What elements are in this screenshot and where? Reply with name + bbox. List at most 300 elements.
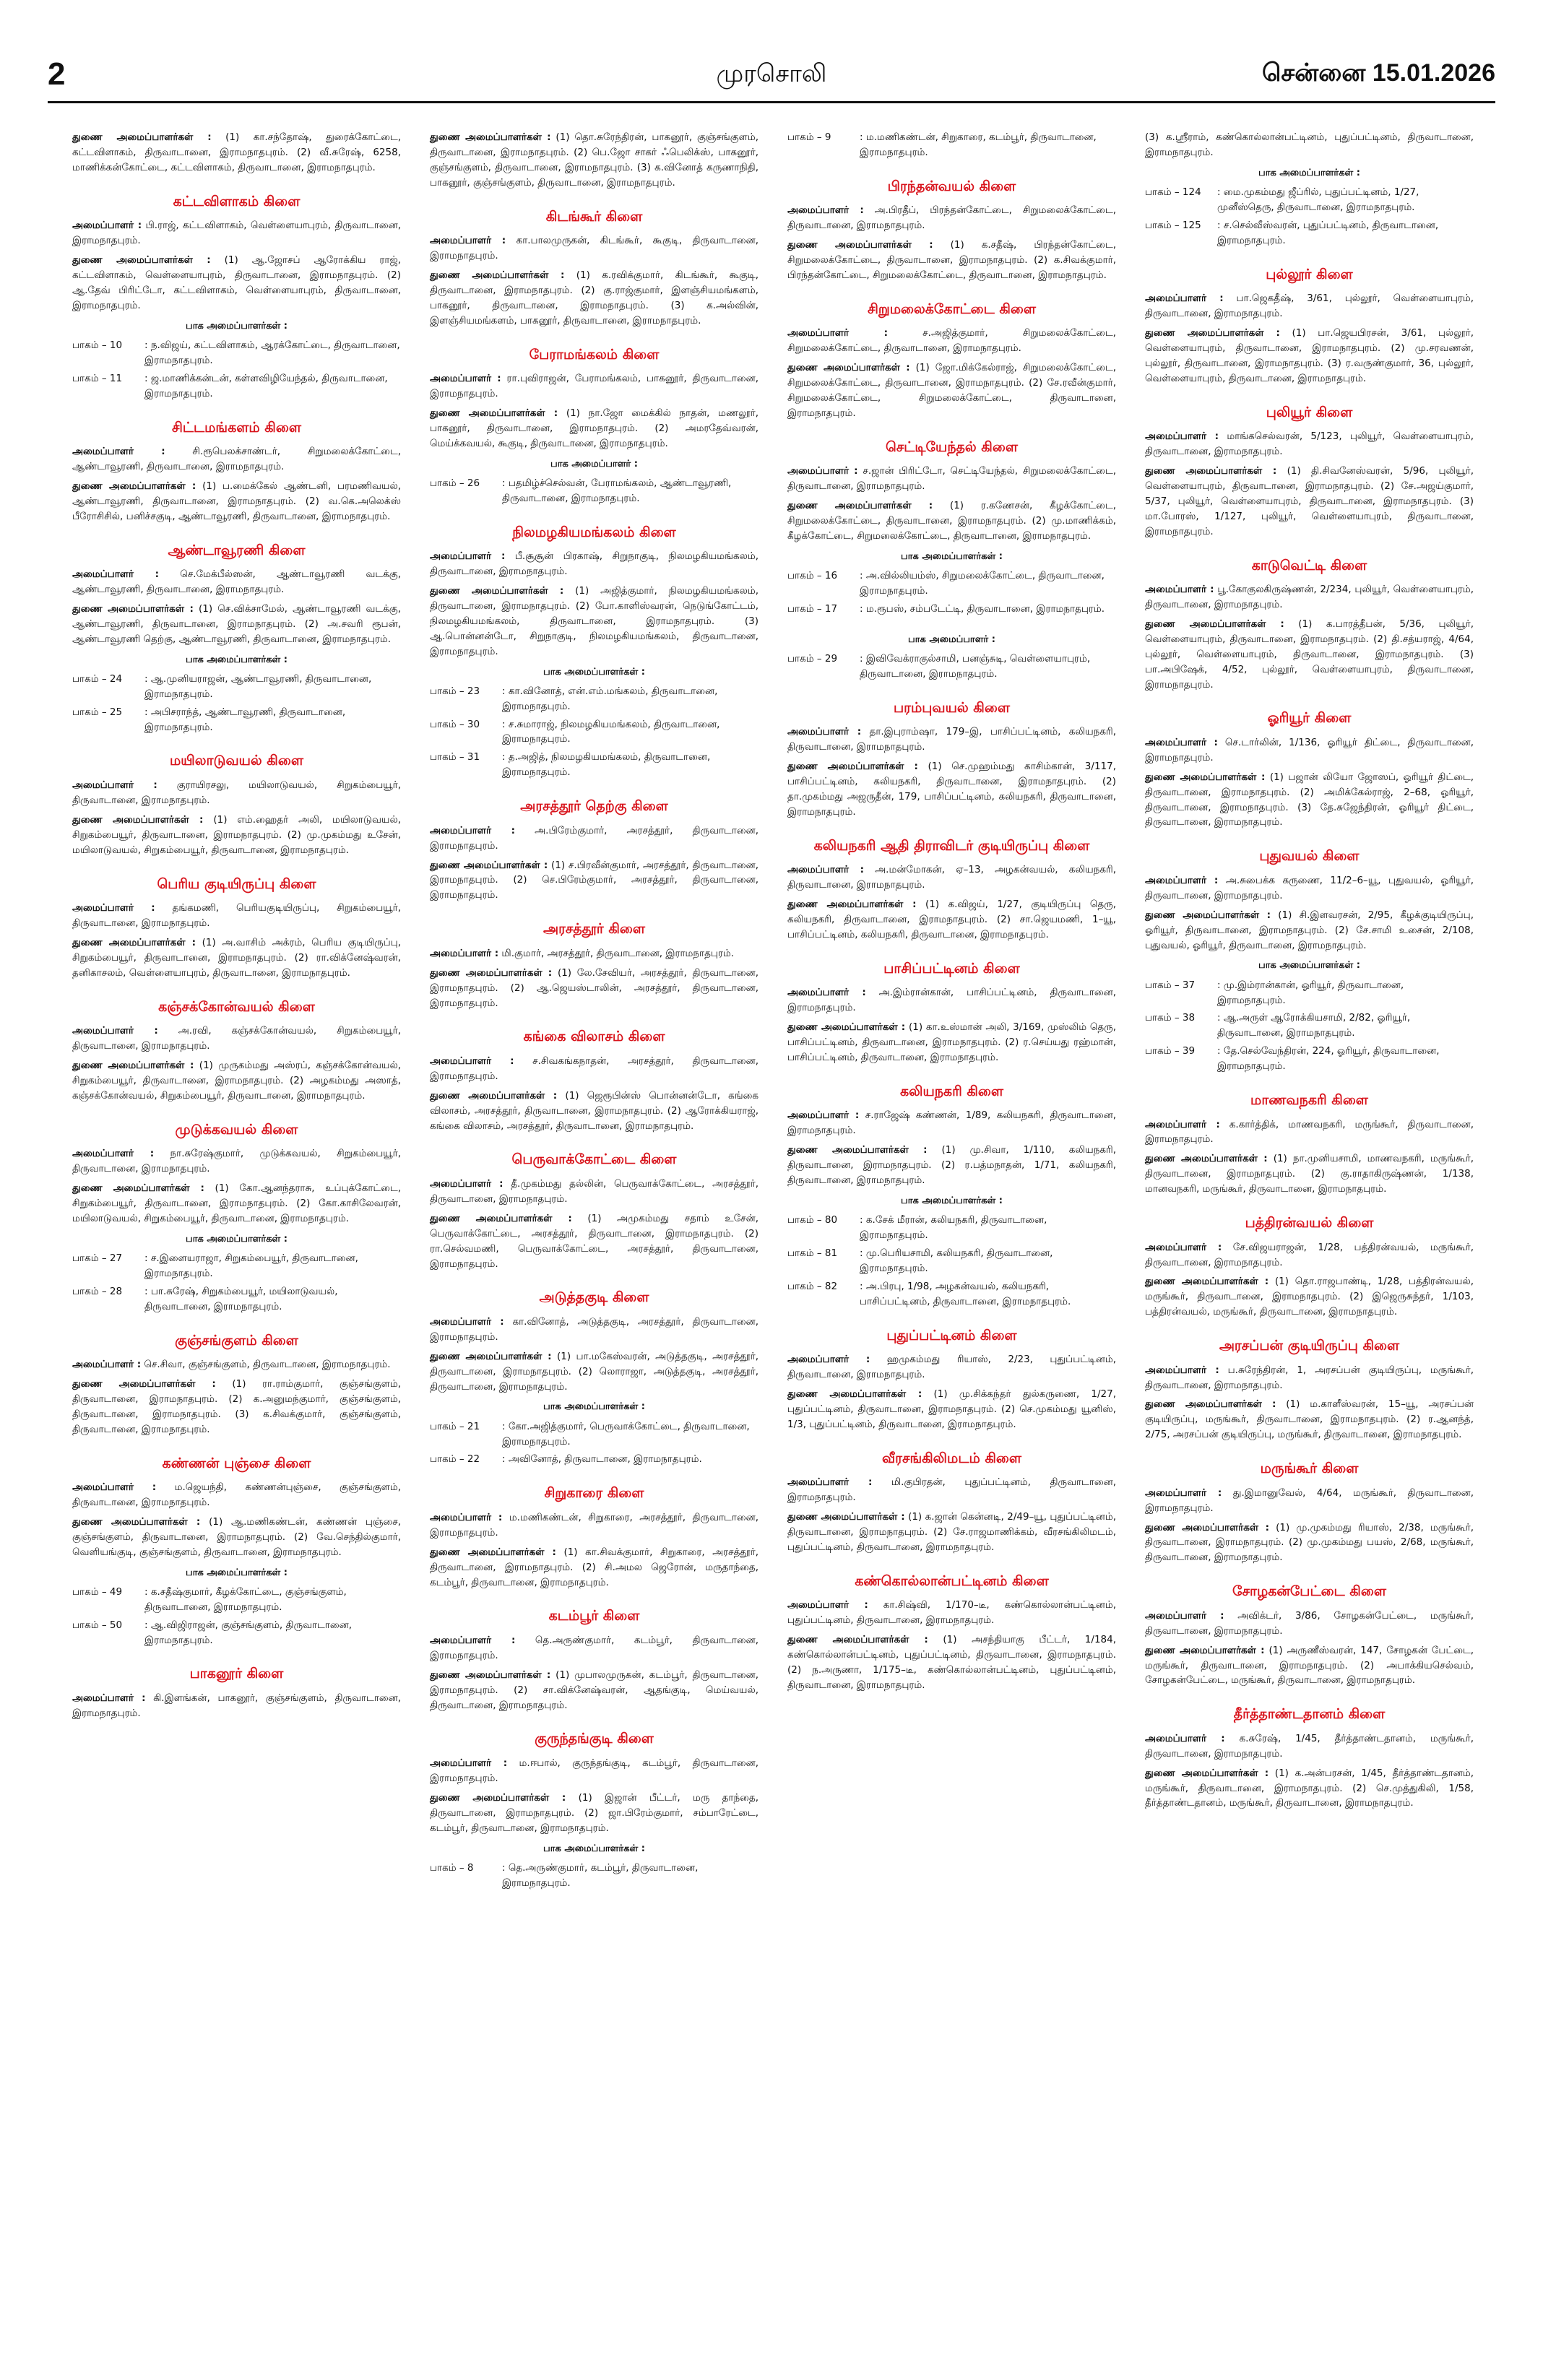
office-bearer-entry bbox=[430, 823, 758, 854]
role-names: து.இமானுவேல், 4/64, மருங்கூர், திருவாடானை, இராமநாதபுரம். bbox=[1145, 1487, 1474, 1514]
role-names: (1) நா.முனியசாமி, மாணவநகரி, மருங்கூர், திருவாடானை, இராமநாதபுரம். (2) கு.ராதாகிருஷ்ணன், 1/138, மானவநகரி, மருங்கூர், திருவாடானை, இராமநாதபுரம். bbox=[1145, 1153, 1474, 1195]
role-label: துணை அமைப்பாளர்கள் : bbox=[72, 480, 196, 492]
branch-section bbox=[72, 1330, 401, 1437]
role-names: (1) க.அன்பரசன், 1/45, தீர்த்தாண்டதானம், மருங்கூர், திருவாடானை, இராமநாதபுரம். (2) செ.முத்துகிலி, 1/58, தீர்த்தாண்டதானம், மருங்கூர், திருவாடானை, இராமநாதபுரம். bbox=[1145, 1767, 1474, 1809]
booth-row bbox=[787, 652, 1116, 682]
office-bearer-entry bbox=[1145, 1397, 1474, 1442]
role-names: (1) செ.விக்சாமேல், ஆண்டாவூரணி வடக்கு, ஆண்டாவூரணி, திருவாடானை, இராமநாதபுரம். (2) அ.சவரி ரூபன், ஆண்டாவூரணி தெற்கு, ஆண்டாவூரணி, திருவாடானை, இராமநாதபுரம். bbox=[72, 602, 402, 645]
role-label: அமைப்பாளர் : bbox=[430, 1757, 508, 1769]
role-label: அமைப்பாளர் : bbox=[72, 1358, 142, 1370]
office-bearer-entry bbox=[72, 1058, 401, 1104]
booth-number: பாகம் – 29 bbox=[787, 652, 838, 665]
branch-section bbox=[430, 130, 758, 191]
booth-agent: : ம.ரூபஸ், சம்படேட்டி, திருவாடானை, இராமநாதபுரம். bbox=[860, 602, 1105, 615]
office-bearer-entry bbox=[787, 759, 1116, 820]
office-bearer-entry bbox=[430, 1791, 758, 1836]
office-bearer-entry bbox=[430, 1633, 758, 1663]
role-names: தா.இபுராம்ஷா, 179–இ, பாசிப்பட்டினம், கலியநகரி, திருவாடானை, இராமநாதபுரம். bbox=[787, 726, 1116, 753]
role-label: அமைப்பாளர் : bbox=[430, 1634, 516, 1646]
office-bearer-entry bbox=[430, 268, 758, 329]
article-columns bbox=[72, 130, 1481, 1907]
office-bearer-entry bbox=[430, 1510, 758, 1541]
branch-title: பத்திரன்வயல் கிளை bbox=[1245, 1215, 1374, 1232]
role-label: அமைப்பாளர் : bbox=[430, 1177, 503, 1190]
booth-agent: : அபிசராந்த், ஆண்டாவூரணி, திருவாடானை, இராமநாதபுரம். bbox=[144, 706, 346, 733]
branch-section bbox=[1145, 130, 1474, 248]
branch-title: மாணவநகரி கிளை bbox=[1250, 1092, 1368, 1109]
office-bearer-entry bbox=[1145, 1643, 1474, 1689]
booth-row bbox=[1145, 218, 1474, 248]
office-bearer-entry bbox=[787, 985, 1116, 1016]
branch-title: வீரசங்கிலிமடம் கிளை bbox=[881, 1450, 1022, 1466]
office-bearer-entry bbox=[1145, 1117, 1474, 1148]
office-bearer-entry bbox=[72, 813, 401, 858]
booth-heading: பாக அமைப்பாளர்கள் : bbox=[1258, 167, 1360, 178]
role-names: (1) மு.சிக்கந்தர் துல்கருணை, 1/27, புதுப்பட்டினம், திருவாடானை, இராமநாதபுரம். (2) செ.முகம்மது யூனிஸ், 1/3, புதுப்பட்டினம், திருவாடானை, இராமநாதபுரம். bbox=[787, 1388, 1117, 1430]
booth-row bbox=[430, 1419, 758, 1450]
branch-section bbox=[430, 345, 758, 506]
role-label: துணை அமைப்பாளர்கள் : bbox=[787, 1633, 928, 1645]
role-names: பீ.சூசூன் பிரகாஷ், சிறுநாகுடி, நிலமழகியமங்கலம், திருவாடானை, இராமநாதபுரம். bbox=[430, 550, 758, 578]
role-names: ப.சுரேந்திரன், 1, அரசப்பன் குடியிருப்பு, மருங்கூர், திருவாடானை, இராமநாதபுரம். bbox=[1145, 1364, 1474, 1391]
booth-row bbox=[72, 672, 401, 702]
edition-date: சென்னை 15.01.2026 bbox=[1261, 59, 1495, 87]
branch-section bbox=[430, 207, 758, 329]
branch-title: கட்டவிளாகம் கிளை bbox=[173, 193, 301, 209]
branch-section bbox=[430, 796, 758, 903]
booth-number: பாகம் – 50 bbox=[72, 1619, 123, 1631]
role-names: செ.டார்லின், 1/136, ஓரியூர் திட்டை, திருவாடானை, இராமநாதபுரம். bbox=[1145, 736, 1474, 763]
role-label: அமைப்பாளர் : bbox=[787, 1476, 873, 1489]
branch-title: புல்லூர் கிளை bbox=[1266, 266, 1353, 282]
branch-section bbox=[430, 1026, 758, 1133]
booth-row bbox=[430, 684, 758, 714]
branch-section bbox=[787, 633, 1116, 682]
branch-title: மயிலாடுவயல் கிளை bbox=[170, 753, 303, 769]
newspaper-name: முரசொலி bbox=[716, 59, 827, 88]
booth-heading: பாக அமைப்பாளர்கள் : bbox=[543, 1843, 645, 1854]
booth-agent: : ஆ.அருள் ஆரோக்கியசாமி, 2/82, ஓரியூர், திருவாடானை, இராமநாதபுரம். bbox=[1217, 1012, 1411, 1039]
office-bearer-entry bbox=[72, 935, 401, 981]
office-bearer-entry bbox=[430, 1211, 758, 1272]
office-bearer-entry bbox=[72, 1691, 401, 1721]
branch-title: கண்ணன் புஞ்சை கிளை bbox=[162, 1455, 311, 1471]
office-bearer-entry bbox=[1145, 1363, 1474, 1393]
branch-section bbox=[1145, 1213, 1474, 1320]
office-bearer-entry bbox=[787, 1352, 1116, 1382]
office-bearer-entry bbox=[72, 253, 401, 313]
branch-title: செட்டியேந்தல் கிளை bbox=[886, 438, 1018, 455]
booth-heading: பாக அமைப்பாளர்கள் : bbox=[186, 1567, 288, 1578]
booth-agent: : ந.விஜய், கட்டவிளாகம், ஆரக்கோட்டை, திருவாடானை, இராமநாதபுரம். bbox=[144, 339, 400, 366]
role-names: (1) க.விஜய், 1/27, குடியிருப்பு தெரு, கலியநகரி, திருவாடானை, இராமநாதபுரம். (2) சா.ஜெயமணி, 1–யூ, பாசிப்பட்டினம், கலியநகரி, திருவாடானை, இராமநாதபுரம். bbox=[787, 899, 1116, 940]
booth-heading: பாக அமைப்பாளர்கள் : bbox=[186, 1233, 288, 1245]
office-bearer-entry bbox=[430, 371, 758, 402]
branch-section bbox=[430, 1728, 758, 1890]
office-bearer-entry bbox=[787, 724, 1116, 755]
role-label: அமைப்பாளர் : bbox=[72, 446, 165, 457]
booth-agent: : மை.முகம்மது ஜீப்ரில், புதுப்பட்டினம், 1/27, முனீஸ்தெரு, திருவாடானை, இராமநாதபுரம். bbox=[1217, 186, 1419, 213]
office-bearer-entry bbox=[72, 130, 401, 176]
role-names: (1) கா.சிவக்குமார், சிறுகாரை, அரசத்தூர், திருவாடானை, இராமநாதபுரம். (2) சி.அமல ஜெரோன், மருதாந்தை, கடம்பூர், திருவாடானை, இராமநாதபுரம். bbox=[430, 1546, 758, 1588]
role-label: துணை அமைப்பாளர்கள் : bbox=[72, 1377, 216, 1390]
office-bearer-entry bbox=[72, 602, 401, 647]
role-names: ஹமுகம்மது ரியாஸ், 2/23, புதுப்பட்டினம், திருவாடானை, இராமநாதபுரம். bbox=[787, 1354, 1116, 1380]
role-names: (1) செ.முஹம்மது காசிம்கான், 3/117, பாசிப்பட்டினம், கலியநகரி, திருவாடானை, இராமநாதபுரம். (2) தா.முகம்மது அஜருதீன், 179, பாசிப்பட்டினம், கலியநகரி, திருவாடானை, இராமநாதபுரம். bbox=[787, 761, 1116, 818]
office-bearer-entry bbox=[1145, 1520, 1474, 1566]
role-label: துணை அமைப்பாளர்கள் : bbox=[1145, 326, 1280, 339]
office-bearer-entry bbox=[72, 901, 401, 931]
role-names: அ.சுபைக்க கருணை, 11/2–6–யூ, புதுவயல், ஓரியூர், திருவாடானை, இராமநாதபுரம். bbox=[1145, 874, 1474, 901]
booth-row bbox=[430, 750, 758, 780]
branch-title: கலியநகரி கிளை bbox=[899, 1083, 1004, 1099]
branch-title: பாசிப்பட்டினம் கிளை bbox=[883, 960, 1020, 977]
branch-section bbox=[787, 130, 1116, 160]
branch-section bbox=[787, 299, 1116, 421]
role-names: ம.மணிகண்டன், சிறுகாரை, அரசத்தூர், திருவாடானை, இராமநாதபுரம். bbox=[430, 1511, 758, 1539]
branch-title: மருங்கூர் கிளை bbox=[1260, 1461, 1359, 1477]
role-label: அமைப்பாளர் : bbox=[787, 1109, 860, 1122]
booth-number: பாகம் – 38 bbox=[1145, 1012, 1196, 1024]
role-label: துணை அமைப்பாளர்கள் : bbox=[72, 131, 212, 143]
branch-title: அரசத்தூர் கிளை bbox=[543, 921, 646, 938]
role-names: (1) இஜான் பீட்டர், மரு தாந்தை, திருவாடானை, இராமநாதபுரம். (2) ஜா.பிரேம்குமார், சம்பாரேட்டை, கடம்பூர், திருவாடானை, இராமநாதபுரம். bbox=[430, 1791, 759, 1834]
office-bearer-entry bbox=[430, 1054, 758, 1084]
office-bearer-entry bbox=[787, 326, 1116, 356]
office-bearer-entry bbox=[72, 1357, 401, 1372]
branch-section bbox=[430, 919, 758, 1011]
branch-title: சிட்டமங்களம் கிளை bbox=[172, 419, 301, 436]
booth-row bbox=[430, 476, 758, 506]
role-label: அமைப்பாளர் : bbox=[1145, 1609, 1224, 1622]
booth-row bbox=[787, 1279, 1116, 1310]
office-bearer-entry bbox=[72, 778, 401, 808]
branch-title: புதுப்பட்டினம் கிளை bbox=[886, 1327, 1017, 1343]
branch-section bbox=[787, 836, 1116, 943]
role-names: கி.இளங்கன், பாகனூர், குஞ்சங்குளம், திருவாடானை, இராமநாதபுரம். bbox=[72, 1692, 401, 1719]
branch-section bbox=[1145, 846, 1474, 1074]
booth-number: பாகம் – 37 bbox=[1145, 979, 1196, 991]
role-label: துணை அமைப்பாளர்கள் : bbox=[787, 239, 933, 251]
branch-title: சிறுகாரை கிளை bbox=[544, 1485, 644, 1502]
role-label: துணை அமைப்பாளர்கள் : bbox=[72, 813, 204, 826]
role-label: துணை அமைப்பாளர்கள் : bbox=[430, 1350, 552, 1362]
branch-title: கஞ்சக்கோன்வயல் கிளை bbox=[158, 998, 315, 1015]
role-names: (1) ஆ.ஜோசப் ஆரோக்கிய ராஜ், கட்டவிளாகம், வெள்ளையாபுரம், திருவாடானை, இராமநாதபுரம். (2) ஆ.தேவ் பிரிட்டோ, கட்டவிளாகம், வெள்ளையாபுரம், திருவாடானை, இராமநாதபுரம். bbox=[72, 254, 402, 311]
office-bearer-entry bbox=[430, 1756, 758, 1786]
booth-heading: பாக அமைப்பாளர்கள் : bbox=[1258, 960, 1360, 972]
role-label: துணை அமைப்பாளர்கள் : bbox=[430, 859, 548, 871]
role-names: ம.ஜெயந்தி, கண்ணன்புஞ்சை, குஞ்சங்குளம், திருவாடானை, இராமநாதபுரம். bbox=[72, 1481, 401, 1508]
booth-agent: : ச.சுமாராஜ், நிலமழகியமங்கலம், திருவாடானை, இராமநாதபுரம். bbox=[502, 718, 720, 745]
booth-heading: பாக அமைப்பாளர்கள் : bbox=[901, 1195, 1003, 1206]
role-label: துணை அமைப்பாளர்கள் : bbox=[430, 966, 553, 979]
booth-agent: : பதமிழ்ச்செல்வன், பேராமங்கலம், ஆண்டாவூரணி, திருவாடானை, இராமநாதபுரம். bbox=[502, 477, 732, 504]
booth-agent: : ஆ.விஜிராஜன், குஞ்சங்குளம், திருவாடானை, இராமநாதபுரம். bbox=[144, 1619, 353, 1646]
role-names: பி.ராஜ், கட்டவிளாகம், வெள்ளையாபுரம், திருவாடானை, இராமநாதபுரம். bbox=[72, 220, 402, 247]
role-label: துணை அமைப்பாளர்கள் : bbox=[72, 1059, 194, 1071]
role-label: துணை அமைப்பாளர்கள் : bbox=[787, 899, 917, 911]
role-names: கா.பாலமுருகன், கிடங்கூர், கூகுடி, திருவாடானை, இராமநாதபுரம். bbox=[430, 235, 758, 262]
role-names: அ.ரவி, கஞ்சக்கோன்வயல், சிறுகம்பையூர், திருவாடானை, இராமநாதபுரம். bbox=[72, 1025, 401, 1052]
booth-agent: : அ.பிரபு, 1/98, அழகன்வயல், கலியநகரி, பாசிப்பட்டினம், திருவாடானை, இராமநாதபுரம். bbox=[860, 1280, 1071, 1307]
booth-agent: : அ.வில்லியம்ஸ், சிறுமலைக்கோட்டை, திருவாடானை, இராமநாதபுரம். bbox=[860, 570, 1105, 597]
branch-title: காடுவெட்டி கிளை bbox=[1251, 557, 1367, 574]
role-label: துணை அமைப்பாளர்கள் : bbox=[430, 1089, 558, 1102]
role-names: பா.ஜெகதீஷ், 3/61, புல்லூர், வெள்ளையாபுரம், திருவாடானை, இராமநாதபுரம். bbox=[1145, 293, 1474, 320]
branch-title: பேராமங்கலம் கிளை bbox=[529, 346, 660, 363]
role-names: (1) க.ஜான் கென்னடி, 2/49–யூ, புதுப்பட்டினம், திருவாடானை, இராமநாதபுரம். (2) சே.ராஜமாணிக்கம், வீரசங்கிலிமடம், புதுப்பட்டினம், திருவாடானை, இராமநாதபுரம். bbox=[787, 1510, 1117, 1553]
booth-row bbox=[430, 1452, 758, 1467]
branch-title: ஓரியூர் கிளை bbox=[1267, 710, 1352, 727]
role-names: க.கார்த்திக், மாணவநகரி, மருங்கூர், திருவாடானை, இராமநாதபுரம். bbox=[1145, 1118, 1474, 1146]
booth-row bbox=[72, 1251, 401, 1281]
branch-section bbox=[430, 1287, 758, 1467]
branch-section bbox=[430, 1149, 758, 1271]
role-names: மி.குமார், அரசத்தூர், திருவாடானை, இராமநாதபுரம். bbox=[501, 947, 735, 959]
role-label: அமைப்பாளர் : bbox=[787, 1354, 870, 1366]
branch-section bbox=[1145, 1090, 1474, 1197]
booth-number: பாகம் – 81 bbox=[787, 1247, 838, 1259]
booth-agent: : ஆ.முனியராஜன், ஆண்டாவூரணி, திருவாடானை, இராமநாதபுரம். bbox=[144, 672, 372, 700]
booth-row bbox=[1145, 978, 1474, 1008]
booth-agent: : இவிவேக்ராகுல்சாமி, பனஞ்சுடி, வெள்ளையாபுரம், திருவாடானை, இராமநாதபுரம். bbox=[860, 652, 1091, 680]
role-names: (1) க.சதீஷ், பிரந்தன்கோட்டை, சிறுமலைக்கோட்டை, திருவாடானை, இராமநாதபுரம். (2) க.சிவக்குமார், பிரந்தன்கோட்டை, சிறுமலைக்கோட்டை, திருவாடானை, இராமநாதபுரம். bbox=[787, 239, 1116, 281]
office-bearer-entry bbox=[787, 203, 1116, 233]
branch-title: சோழகன்பேட்டை கிளை bbox=[1232, 1583, 1386, 1600]
booth-number: பாகம் – 124 bbox=[1145, 186, 1201, 198]
office-bearer-entry bbox=[787, 1510, 1116, 1555]
branch-section bbox=[430, 522, 758, 781]
branch-title: நிலமழகியமங்கலம் கிளை bbox=[512, 524, 676, 540]
role-names: (1) ஜெரூபின்ஸ் பொன்னன்டோ, கங்கை விலாசம், அரசத்தூர், திருவாடானை, இராமநாதபுரம். (2) ஆரோக்கியராஜ், கங்கை விலாசம், அரசத்தூர், திருவாடானை, இராமநாதபுரம். bbox=[430, 1089, 758, 1132]
role-label: அமைப்பாளர் : bbox=[72, 1148, 155, 1160]
role-names: (1) ஆ.மணிகண்டன், கண்ணன் புஞ்சை, குஞ்சங்குளம், திருவாடானை, இராமநாதபுரம். (2) வே.செந்தில்குமார், வெளியங்குடி, குஞ்சங்குளம், திருவாடானை, இராமநாதபுரம். bbox=[72, 1515, 402, 1558]
masthead bbox=[0, 0, 1543, 101]
branch-section bbox=[72, 191, 401, 402]
booth-agent: : கோ.அஜித்குமார், பெருவாக்கோட்டை, திருவாடானை, இராமநாதபுரம். bbox=[502, 1420, 750, 1448]
role-names: (1) கா.சந்தோஷ், துரைக்கோட்டை, கட்டவிளாகம், திருவாடானை, இராமநாதபுரம். (2) வீ.சுரேஷ், 6258, மாணிக்கன்கோட்டை, கட்டவிளாகம், திருவாடானை, இராமநாதபுரம். bbox=[72, 131, 402, 173]
office-bearer-entry bbox=[1145, 464, 1474, 540]
role-names: (1) அ.வாசிம் அக்ரம், பெரிய குடியிருப்பு, சிறுகம்பையூர், திருவாடானை, இராமநாதபுரம். (2) ரா.விக்னேஷ்வரன், தனிகாசலம், வெள்ளையாபுரம், திருவாடானை, இராமநாதபுரம். bbox=[72, 936, 401, 979]
role-label: அமைப்பாளர் : bbox=[72, 779, 157, 791]
office-bearer-entry bbox=[1145, 582, 1474, 613]
role-label: அமைப்பாளர் : bbox=[787, 204, 864, 217]
office-bearer-entry bbox=[430, 406, 758, 451]
role-names: (1) தி.சிவனேஸ்வரன், 5/96, புலியூர், வெள்ளையாபுரம், திருவாடானை, இராமநாதபுரம். (2) சே.அஜய்குமார், 5/37, புலியூர், வெள்ளையாபுரம், திருவாடானை, இராமநாதபுரம். (3) மா.போரஸ், 1/127, புலியூர், வெள்ளையாபுரம், திருவாடானை, இராமநாதபுரம். bbox=[1145, 464, 1474, 537]
role-label: துணை அமைப்பாளர்கள் : bbox=[430, 1546, 556, 1558]
office-bearer-entry bbox=[1145, 617, 1474, 693]
role-label: அமைப்பாளர் : bbox=[72, 568, 160, 581]
role-label: துணை அமைப்பாளர்கள் : bbox=[1145, 1644, 1265, 1656]
role-label: அமைப்பாளர் : bbox=[787, 1599, 868, 1611]
role-label: துணை அமைப்பாளர்கள் : bbox=[430, 1669, 551, 1681]
role-label: துணை அமைப்பாளர்கள் : bbox=[72, 254, 211, 267]
role-names: சி.ரூபெலக்சாண்டர், சிறுமலைக்கோட்டை, ஆண்டாவூரணி, திருவாடானை, இராமநாதபுரம். bbox=[72, 446, 401, 472]
booth-row bbox=[72, 705, 401, 735]
role-names: (1) அருணீஸ்வரன், 147, சோழகன் பேட்டை, மருங்கூர், திருவாடானை, இராமநாதபுரம். (2) அபாக்கியசெல்வம், சோழகன்பேட்டை, மருங்கூர், திருவாடானை, இராமநாதபுரம். bbox=[1145, 1644, 1474, 1687]
booth-number: பாகம் – 10 bbox=[72, 339, 123, 351]
office-bearer-entry bbox=[430, 1668, 758, 1713]
booth-number: பாகம் – 28 bbox=[72, 1285, 123, 1297]
office-bearer-entry bbox=[787, 1108, 1116, 1138]
branch-section bbox=[787, 959, 1116, 1065]
branch-section bbox=[787, 698, 1116, 820]
booth-agent: : மு.பெரியசாமி, கலியநகரி, திருவாடானை, இராமநாதபுரம். bbox=[860, 1247, 1053, 1274]
role-names: தங்கமணி, பெரியகுடியிருப்பு, சிறுகம்பையூர், திருவாடானை, இராமநாதபுரம். bbox=[72, 901, 402, 929]
branch-section bbox=[1145, 1458, 1474, 1565]
branch-section bbox=[1145, 1336, 1474, 1442]
office-bearer-entry bbox=[430, 966, 758, 1011]
role-label: அமைப்பாளர் : bbox=[1145, 1241, 1222, 1253]
role-names: (1) ப.மைக்கேல் ஆண்டனி, பரமணிவயல், ஆண்டாவூரணி, திருவாடானை, இராமநாதபுரம். (2) வ.கெ.அலெக்ஸ் பீரோசிசில், பனிச்சகுடி, ஆண்டாவூரணி, திருவாடானை, இராமநாதபுரம். bbox=[72, 480, 402, 522]
office-bearer-entry bbox=[72, 1181, 401, 1226]
office-bearer-entry bbox=[72, 1515, 401, 1560]
role-label: அமைப்பாளர் : bbox=[72, 1025, 158, 1037]
role-names: (1) லே.சேவியர், அரசத்தூர், திருவாடானை, இராமநாதபுரம். (2) ஆ.ஜெயஸ்டாலின், அரசத்தூர், திருவாடானை, இராமநாதபுரம். bbox=[430, 966, 759, 1009]
role-names: (1) க.பாரத்தீபன், 5/36, புலியூர், வெள்ளையாபுரம், திருவாடானை, இராமநாதபுரம். (2) தி.சத்யராஜ், 4/64, புல்லூர், வெள்ளையாபுரம், திருவாடானை, இராமநாதபுரம். (3) பா.அபிஷேக், 4/52, புல்லூர், வெள்ளையாபுரம், திருவாடானை, இராமநாதபுரம். bbox=[1145, 618, 1474, 691]
office-bearer-entry bbox=[787, 1632, 1116, 1693]
role-label: அமைப்பாளர் : bbox=[1145, 1364, 1219, 1376]
role-names: (1) கா.உஸ்மான் அலி, 3/169, முஸ்லிம் தெரு, பாசிப்பட்டினம், திருவாடானை, இராமநாதபுரம். (2) ர.செய்யது ரஹ்மான், பாசிப்பட்டினம், திருவாடானை, இராமநாதபுரம். bbox=[787, 1021, 1117, 1063]
role-names: (1) ச.பிரவீன்குமார், அரசத்தூர், திருவாடானை, இராமநாதபுரம். (2) செ.பிரேம்குமார், அரசத்தூர், திருவாடானை, இராமநாதபுரம். bbox=[430, 859, 758, 901]
role-names: நா.சுரேஷ்குமார், முடுக்கவயல், சிறுகம்பையூர், திருவாடானை, இராமநாதபுரம். bbox=[72, 1148, 401, 1174]
role-label: அமைப்பாளர் : bbox=[787, 465, 858, 477]
role-label: அமைப்பாளர் : bbox=[72, 901, 155, 914]
role-label: அமைப்பாளர் : bbox=[430, 1055, 514, 1067]
branch-section bbox=[72, 750, 401, 857]
role-label: அமைப்பாளர் : bbox=[1145, 1118, 1220, 1130]
role-label: துணை அமைப்பாளர்கள் : bbox=[787, 1510, 905, 1523]
office-bearer-entry bbox=[1145, 1766, 1474, 1812]
role-names: அ.பிரேம்குமார், அரசத்தூர், திருவாடானை, இராமநாதபுரம். bbox=[430, 824, 759, 852]
role-label: அமைப்பாளர் : bbox=[1145, 430, 1219, 443]
booth-number: பாகம் – 8 bbox=[430, 1861, 474, 1874]
branch-title: சிறுமலைக்கோட்டை கிளை bbox=[867, 300, 1037, 317]
branch-title: பிரந்தன்வயல் கிளை bbox=[887, 178, 1016, 194]
booth-row bbox=[430, 1861, 758, 1891]
role-label: அமைப்பாளர் : bbox=[430, 235, 506, 247]
role-label: அமைப்பாளர் : bbox=[1145, 874, 1219, 886]
office-bearer-entry bbox=[430, 130, 758, 191]
booth-row bbox=[72, 371, 401, 402]
role-names: (1) தொ.ராஜபாண்டி, 1/28, பத்திரன்வயல், மருங்கூர், திருவாடானை, இராமநாதபுரம். (2) இஜெருசுந்தர், 1/103, பத்திரன்வயல், மருங்கூர், திருவாடானை, இராமநாதபுரம். bbox=[1145, 1276, 1474, 1318]
role-label: துணை அமைப்பாளர்கள் : bbox=[1145, 464, 1277, 477]
role-label: துணை அமைப்பாளர்கள் : bbox=[1145, 771, 1266, 783]
office-bearer-entry bbox=[72, 479, 401, 524]
office-bearer-entry bbox=[787, 464, 1116, 494]
booth-number: பாகம் – 82 bbox=[787, 1280, 838, 1292]
branch-section bbox=[787, 1325, 1116, 1432]
branch-title: புலியூர் கிளை bbox=[1266, 404, 1353, 420]
role-names: மாங்கசெல்வரன், 5/123, புலியூர், வெள்ளையாபுரம், திருவாடானை, இராமநாதபுரம். bbox=[1145, 430, 1474, 457]
role-names: (1) தொ.சுரேந்திரன், பாகனூர், குஞ்சங்குளம், திருவாடானை, இராமநாதபுரம். (2) பெ.ஜோ சாகர் ஃபெலிக்ஸ், பாகனூர், குஞ்சங்குளம், திருவாடானை, இராமநாதபுரம். (3) க.வினோத் கருணாநிதி, பாகனூர், குஞ்சங்குளம், திருவாடானை, இராமநாதபுரம். bbox=[430, 131, 758, 189]
branch-title: ஆண்டாவூரணி கிளை bbox=[168, 542, 306, 558]
role-names: (1) அஜித்குமார், நிலமழகியமங்கலம், திருவாடானை, இராமநாதபுரம். (2) போ.காளிஸ்வரன், நெடுங்கோட்டம், நிலமழகியமங்கலம், திருவாடானை, இராமநாதபுரம். (3) ஆ.பொன்னன்டோ, சிறுநாகுடி, நிலமழகியமங்கலம், திருவாடானை, இராமநாதபுரம். bbox=[430, 584, 759, 657]
role-label: துணை அமைப்பாளர்கள் : bbox=[1145, 1398, 1276, 1411]
role-label: அமைப்பாளர் : bbox=[787, 327, 888, 339]
role-names: சே.விஜயராஜன், 1/28, பத்திரன்வயல், மருங்கூர், திருவாடானை, இராமநாதபுரம். bbox=[1145, 1241, 1474, 1268]
office-bearer-entry bbox=[430, 858, 758, 904]
role-label: துணை அமைப்பாளர்கள் : bbox=[787, 362, 910, 374]
role-names: அ.மன்மோகன், ஏ–13, அழகன்வயல், கலியநகரி, திருவாடானை, இராமநாதபுரம். bbox=[787, 864, 1117, 891]
role-label: துணை அமைப்பாளர்கள் : bbox=[72, 1515, 201, 1528]
office-bearer-entry bbox=[787, 1020, 1116, 1065]
branch-section bbox=[72, 1453, 401, 1648]
office-bearer-entry bbox=[787, 498, 1116, 544]
branch-title: கண்கொல்லான்பட்டினம் கிளை bbox=[855, 1572, 1049, 1589]
office-bearer-entry bbox=[1145, 908, 1474, 953]
branch-section bbox=[72, 1120, 401, 1315]
booth-number: பாகம் – 17 bbox=[787, 602, 838, 615]
booth-agent: : த.அஜித், நிலமழகியமங்கலம், திருவாடானை, இராமநாதபுரம். bbox=[502, 751, 711, 779]
office-bearer-entry bbox=[72, 1024, 401, 1054]
booth-number: பாகம் – 16 bbox=[787, 570, 838, 582]
booth-number: பாகம் – 23 bbox=[430, 685, 480, 697]
role-names: க.சுரேஷ், 1/45, தீர்த்தாண்டதானம், மருங்கூர், திருவாடானை, இராமநாதபுரம். bbox=[1145, 1732, 1474, 1760]
office-bearer-entry bbox=[72, 1146, 401, 1177]
booth-heading: பாக அமைப்பாளர்கள் : bbox=[186, 654, 288, 665]
role-names: (1) நா.ஜோ மைக்கில் நாதன், மணலூர், பாகனூர், திருவாடானை, இராமநாதபுரம். (2) அமரதேவ்வரன், மெய்க்கவயல், கூகுடி, திருவாடானை, இராமநாதபுரம். bbox=[430, 407, 758, 449]
role-label: அமைப்பாளர் : bbox=[72, 1692, 146, 1704]
branch-section bbox=[1145, 1704, 1474, 1811]
office-bearer-entry bbox=[1145, 1609, 1474, 1639]
role-names: ச.சிவகங்கநாதன், அரசத்தூர், திருவாடானை, இராமநாதபுரம். bbox=[430, 1055, 758, 1082]
booth-agent: : கா.வினோத், என்.எம்.மங்கலம், திருவாடானை, இராமநாதபுரம். bbox=[502, 685, 718, 712]
office-bearer-entry bbox=[430, 233, 758, 264]
office-bearer-entry bbox=[1145, 130, 1474, 160]
role-names: (1) பஜான் லியோ ஜோஸப், ஓரியூர் திட்டை, திருவாடானை, இராமநாதபுரம். (2) அமிக்கேல்ராஜ், 2–68, ஓரியூர், திருவாடானை, இராமநாதபுரம். (3) தே.சுஜேந்திரன், ஓரியூர் திட்டை, திருவாடானை, இராமநாதபுரம். bbox=[1145, 771, 1474, 828]
booth-row bbox=[1145, 1011, 1474, 1041]
role-label: அமைப்பாளர் : bbox=[1145, 293, 1224, 305]
office-bearer-entry bbox=[1145, 429, 1474, 459]
branch-section bbox=[72, 130, 401, 176]
booth-heading: பாக அமைப்பாளர் : bbox=[908, 633, 995, 645]
role-label: அமைப்பாளர் : bbox=[787, 987, 866, 999]
role-names: (1) சி.இளவரசன், 2/95, கீழக்குடியிருப்பு, ஓரியூர், திருவாடானை, இராமநாதபுரம். (2) சே.சாமி உசைன், 2/108, புதுவயல், ஓரியூர், திருவாடானை, இராமநாதபுரம். bbox=[1145, 909, 1474, 951]
booth-agent: : ஜ.மாணிக்கன்டன், கள்ளவிழியேந்தல், திருவாடானை, இராமநாதபுரம். bbox=[144, 372, 388, 399]
role-names: மி.குபிரதன், புதுப்பட்டினம், திருவாடானை, இராமநாதபுரம். bbox=[787, 1476, 1116, 1503]
role-label: துணை அமைப்பாளர்கள் : bbox=[430, 407, 558, 419]
booth-row bbox=[72, 1618, 401, 1648]
role-label: துணை அமைப்பாளர்கள் : bbox=[1145, 618, 1284, 630]
branch-section bbox=[430, 1606, 758, 1713]
role-label: அமைப்பாளர் : bbox=[72, 220, 142, 232]
booth-agent: : தே.செல்வேந்திரன், 224, ஓரியூர், திருவாடானை, இராமநாதபுரம். bbox=[1217, 1045, 1440, 1073]
booth-number: பாகம் – 21 bbox=[430, 1420, 480, 1432]
role-label: அமைப்பாளர் : bbox=[430, 550, 506, 563]
office-bearer-entry bbox=[430, 1315, 758, 1345]
role-label: துணை அமைப்பாளர்கள் : bbox=[430, 1791, 566, 1804]
role-label: துணை அமைப்பாளர்கள் : bbox=[430, 131, 551, 143]
role-names: குராயிரசலு, மயிலாடுவயல், சிறுகம்பையூர், திருவாடானை, இராமநாதபுரம். bbox=[72, 779, 401, 806]
office-bearer-entry bbox=[430, 1089, 758, 1134]
office-bearer-entry bbox=[1145, 1240, 1474, 1271]
branch-section bbox=[787, 437, 1116, 617]
role-label: துணை அமைப்பாளர்கள் : bbox=[72, 602, 194, 615]
office-bearer-entry bbox=[72, 567, 401, 597]
office-bearer-entry bbox=[430, 946, 758, 961]
booth-row bbox=[787, 568, 1116, 599]
role-names: (1) மு.முகம்மது ரியாஸ், 2/38, மருங்கூர், திருவாடானை, இராமநாதபுரம். (2) மு.முகம்மது பயஸ், 2/68, மருங்கூர், திருவாடானை, இராமநாதபுரம். bbox=[1145, 1521, 1474, 1564]
role-names: தெ.அருண்குமார், கடம்பூர், திருவாடானை, இராமநாதபுரம். bbox=[430, 1634, 758, 1661]
office-bearer-entry bbox=[430, 1545, 758, 1591]
branch-title: புதுவயல் கிளை bbox=[1259, 848, 1360, 865]
role-label: அமைப்பாளர் : bbox=[430, 1511, 503, 1523]
role-names: (1) ம.காளீஸ்வரன், 15–யூ, அரசப்பன் குடியிருப்பு, மருங்கூர், திருவாடானை, இராமநாதபுரம். (2) ர.ஆனந்த், 2/75, அரசப்பன் குடியிருப்பு, மருங்கூர், திருவாடானை, இராமநாதபுரம். bbox=[1145, 1398, 1474, 1441]
office-bearer-entry bbox=[1145, 1731, 1474, 1762]
branch-title: குருந்தங்குடி கிளை bbox=[535, 1731, 654, 1747]
